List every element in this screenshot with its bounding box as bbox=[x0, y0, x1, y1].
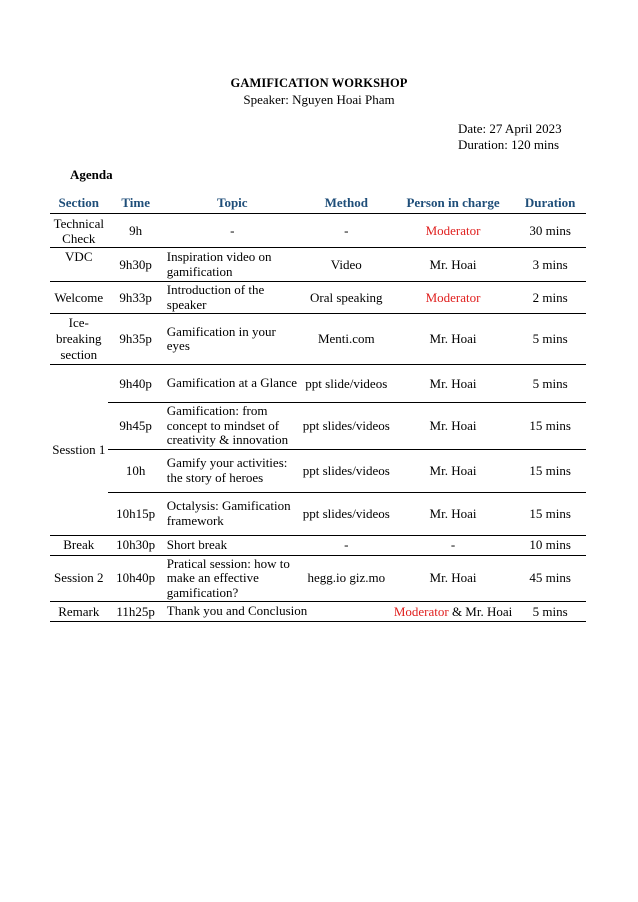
cell-topic: Thank you and Conclusion bbox=[164, 602, 392, 622]
col-duration: Duration bbox=[514, 193, 586, 214]
cell-time: 10h bbox=[108, 449, 164, 492]
cell-duration: 5 mins bbox=[514, 365, 586, 403]
cell-method: Video bbox=[301, 248, 392, 282]
table-row bbox=[50, 535, 586, 555]
cell-duration: 3 mins bbox=[514, 248, 586, 282]
cell-person: Moderator bbox=[392, 214, 514, 248]
cell-duration: 15 mins bbox=[514, 449, 586, 492]
table-row bbox=[50, 555, 586, 602]
person-hoai: & Mr. Hoai bbox=[448, 603, 513, 619]
cell-topic: Introduction of the speaker bbox=[164, 282, 301, 314]
cell-topic: Short break bbox=[164, 535, 301, 555]
cell-person: Mr. Hoai bbox=[392, 449, 514, 492]
date-line: Date: 27 April 2023 bbox=[458, 121, 562, 136]
cell-section: VDC bbox=[50, 248, 108, 282]
col-person: Person in charge bbox=[392, 193, 514, 214]
col-section: Section bbox=[50, 193, 108, 214]
table-row bbox=[50, 248, 586, 282]
cell-duration: 5 mins bbox=[514, 602, 586, 622]
cell-person: Mr. Hoai bbox=[392, 314, 514, 365]
cell-time: 9h30p bbox=[108, 248, 164, 282]
person-moderator: Moderator bbox=[393, 603, 449, 619]
cell-person: Mr. Hoai bbox=[392, 248, 514, 282]
table-row bbox=[50, 602, 586, 622]
meta-block bbox=[458, 121, 562, 153]
agenda-table bbox=[50, 193, 586, 622]
cell-person: - bbox=[392, 535, 514, 555]
cell-method: - bbox=[301, 214, 392, 248]
table-row bbox=[50, 492, 586, 535]
cell-duration: 15 mins bbox=[514, 492, 586, 535]
cell-duration: 30 mins bbox=[514, 214, 586, 248]
table-header-row bbox=[50, 193, 586, 214]
cell-person: Mr. Hoai bbox=[392, 555, 514, 602]
cell-topic: Pratical session: how to make an effective gamification? bbox=[164, 555, 301, 602]
cell-person bbox=[392, 602, 514, 622]
cell-time: 9h bbox=[108, 214, 164, 248]
cell-method: ppt slides/videos bbox=[301, 492, 392, 535]
cell-section: Remark bbox=[50, 602, 108, 622]
col-method: Method bbox=[301, 193, 392, 214]
table-row bbox=[50, 214, 586, 248]
document-title: GAMIFICATION WORKSHOP bbox=[230, 76, 408, 90]
cell-topic: - bbox=[164, 214, 301, 248]
cell-topic: Gamification: from concept to mindset of creativity & innovation bbox=[164, 403, 301, 450]
cell-time: 9h40p bbox=[108, 365, 164, 403]
cell-section: Break bbox=[50, 535, 108, 555]
table-row bbox=[50, 365, 586, 403]
cell-topic: Octalysis: Gamification framework bbox=[164, 492, 301, 535]
cell-method: ppt slides/videos bbox=[301, 403, 392, 450]
cell-time: 10h15p bbox=[108, 492, 164, 535]
col-topic: Topic bbox=[164, 193, 301, 214]
cell-duration: 10 mins bbox=[514, 535, 586, 555]
cell-section: Technical Check bbox=[50, 214, 108, 248]
cell-topic: Gamification at a Glance bbox=[164, 365, 301, 403]
cell-time: 9h35p bbox=[108, 314, 164, 365]
cell-duration: 45 mins bbox=[514, 555, 586, 602]
table-row bbox=[50, 403, 586, 450]
table-row bbox=[50, 449, 586, 492]
cell-time: 10h40p bbox=[108, 555, 164, 602]
cell-method: hegg.io giz.mo bbox=[301, 555, 392, 602]
cell-section: Welcome bbox=[50, 282, 108, 314]
speaker-line: Speaker: Nguyen Hoai Pham bbox=[243, 92, 395, 107]
cell-time: 10h30p bbox=[108, 535, 164, 555]
cell-person: Moderator bbox=[392, 282, 514, 314]
cell-topic: Inspiration video on gamification bbox=[164, 248, 301, 282]
cell-method: Oral speaking bbox=[301, 282, 392, 314]
cell-time: 9h33p bbox=[108, 282, 164, 314]
cell-topic: Gamify your activities: the story of heroes bbox=[164, 449, 301, 492]
cell-section: Ice-breaking section bbox=[50, 314, 108, 365]
cell-method: Menti.com bbox=[301, 314, 392, 365]
cell-method: ppt slides/videos bbox=[301, 449, 392, 492]
table-row bbox=[50, 314, 586, 365]
cell-duration: 15 mins bbox=[514, 403, 586, 450]
cell-method: ppt slide/videos bbox=[301, 365, 392, 403]
duration-line: Duration: 120 mins bbox=[458, 137, 560, 152]
col-time: Time bbox=[108, 193, 164, 214]
cell-time: 11h25p bbox=[108, 602, 164, 622]
cell-method: - bbox=[301, 535, 392, 555]
cell-time: 9h45p bbox=[108, 403, 164, 450]
cell-topic: Gamification in your eyes bbox=[164, 314, 301, 365]
cell-duration: 5 mins bbox=[514, 314, 586, 365]
cell-section: Sesstion 1 bbox=[50, 365, 108, 536]
agenda-heading: Agenda bbox=[70, 167, 113, 182]
cell-section: Session 2 bbox=[50, 555, 108, 602]
cell-person: Mr. Hoai bbox=[392, 365, 514, 403]
cell-duration: 2 mins bbox=[514, 282, 586, 314]
cell-person: Mr. Hoai bbox=[392, 492, 514, 535]
table-row bbox=[50, 282, 586, 314]
cell-person: Mr. Hoai bbox=[392, 403, 514, 450]
